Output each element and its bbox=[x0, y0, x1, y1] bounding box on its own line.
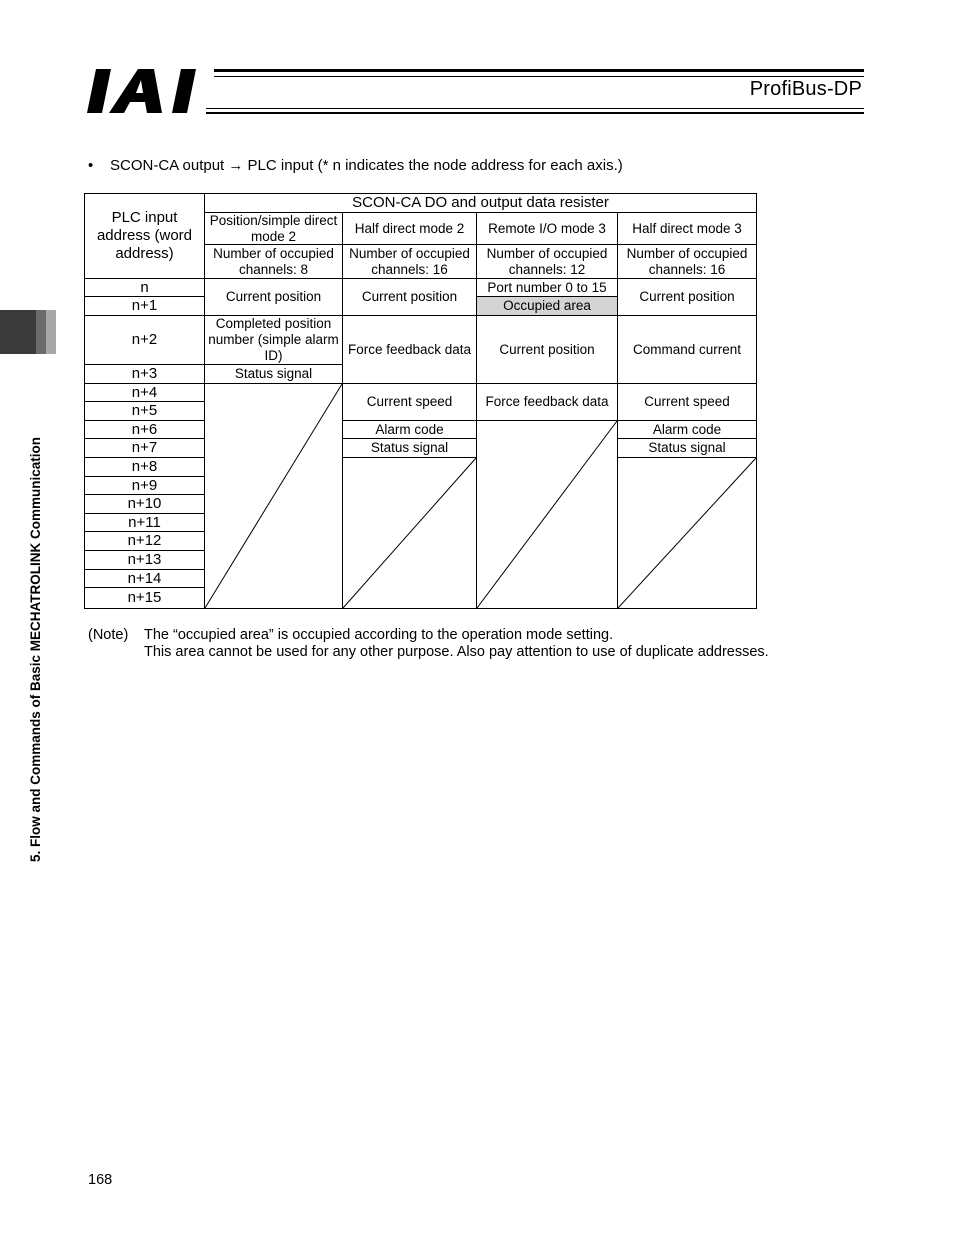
address-cell: n+4 bbox=[84, 383, 205, 402]
channels-cell: Number of occupied channels: 16 bbox=[617, 244, 757, 279]
product-name: ProfiBus-DP bbox=[749, 78, 862, 100]
data-cell: Command current bbox=[617, 315, 757, 384]
address-cell: n+6 bbox=[84, 420, 205, 439]
chapter-tab-dark bbox=[0, 310, 36, 354]
diagonal-line bbox=[343, 458, 476, 608]
data-cell: Current position bbox=[342, 278, 477, 316]
header-rule-top-thin bbox=[214, 76, 864, 77]
mode-header: Half direct mode 2 bbox=[342, 212, 477, 245]
unused-area-diagonals bbox=[84, 193, 757, 609]
plc-header: PLC input address (word address) bbox=[84, 193, 205, 279]
data-cell: Alarm code bbox=[617, 420, 757, 439]
address-cell: n+14 bbox=[84, 569, 205, 588]
mode-header: Position/simple direct mode 2 bbox=[204, 212, 343, 245]
data-cell: Current position bbox=[476, 315, 618, 384]
channels-cell: Number of occupied channels: 16 bbox=[342, 244, 477, 279]
chapter-tab-mid bbox=[36, 310, 46, 354]
data-cell: Status signal bbox=[204, 364, 343, 384]
data-cell: Current speed bbox=[617, 383, 757, 421]
chapter-tab-light bbox=[46, 310, 56, 354]
intro-bullet bbox=[88, 157, 623, 174]
header-rule-top bbox=[214, 69, 864, 72]
address-cell: n+1 bbox=[84, 296, 205, 316]
address-cell: n+2 bbox=[84, 315, 205, 365]
bullet-mark: • bbox=[88, 157, 94, 174]
mode-header: Half direct mode 3 bbox=[617, 212, 757, 245]
address-cell: n+9 bbox=[84, 476, 205, 495]
occupied-area-cell: Occupied area bbox=[476, 296, 618, 316]
data-cell: Current position bbox=[617, 278, 757, 316]
note-line-1: The “occupied area” is occupied according to the operation mode setting. bbox=[144, 627, 614, 643]
address-cell: n+7 bbox=[84, 438, 205, 458]
address-cell: n+13 bbox=[84, 550, 205, 570]
note-line-2: This area cannot be used for any other purpose. Also pay attention to use of duplicate addresses. bbox=[144, 644, 769, 660]
header-rule-bottom bbox=[206, 112, 864, 114]
data-cell: Force feedback data bbox=[342, 315, 477, 384]
address-cell: n+10 bbox=[84, 494, 205, 514]
diagonal-line bbox=[205, 384, 342, 608]
data-cell: Port number 0 to 15 bbox=[476, 278, 618, 297]
data-cell: Current speed bbox=[342, 383, 477, 421]
address-cell: n+12 bbox=[84, 531, 205, 551]
iai-logo bbox=[86, 66, 206, 116]
data-cell: Alarm code bbox=[342, 420, 477, 439]
note-label: (Note) bbox=[88, 627, 129, 643]
data-cell: Status signal bbox=[342, 438, 477, 458]
data-cell: Current position bbox=[204, 278, 343, 316]
output-mapping-table bbox=[84, 193, 757, 609]
chapter-title-vertical: 5. Flow and Commands of Basic MECHATROLINK Communication bbox=[28, 436, 43, 862]
channels-cell: Number of occupied channels: 12 bbox=[476, 244, 618, 279]
diagonal-line bbox=[477, 421, 617, 608]
address-cell: n+8 bbox=[84, 457, 205, 477]
group-header: SCON-CA DO and output data resister bbox=[204, 193, 757, 213]
mode-header: Remote I/O mode 3 bbox=[476, 212, 618, 245]
intro-text: SCON-CA output → PLC input (* n indicates the node address for each axis.) bbox=[110, 157, 623, 174]
data-cell: Status signal bbox=[617, 438, 757, 458]
address-cell: n+5 bbox=[84, 401, 205, 421]
address-cell: n bbox=[84, 278, 205, 297]
address-cell: n+15 bbox=[84, 587, 205, 609]
data-cell: Completed position number (simple alarm ID) bbox=[204, 315, 343, 365]
address-cell: n+11 bbox=[84, 513, 205, 532]
diagonal-line bbox=[618, 458, 756, 608]
page-number: 168 bbox=[88, 1172, 113, 1188]
address-cell: n+3 bbox=[84, 364, 205, 384]
header-rule-bottom-thin bbox=[206, 108, 864, 109]
data-cell: Force feedback data bbox=[476, 383, 618, 421]
channels-cell: Number of occupied channels: 8 bbox=[204, 244, 343, 279]
